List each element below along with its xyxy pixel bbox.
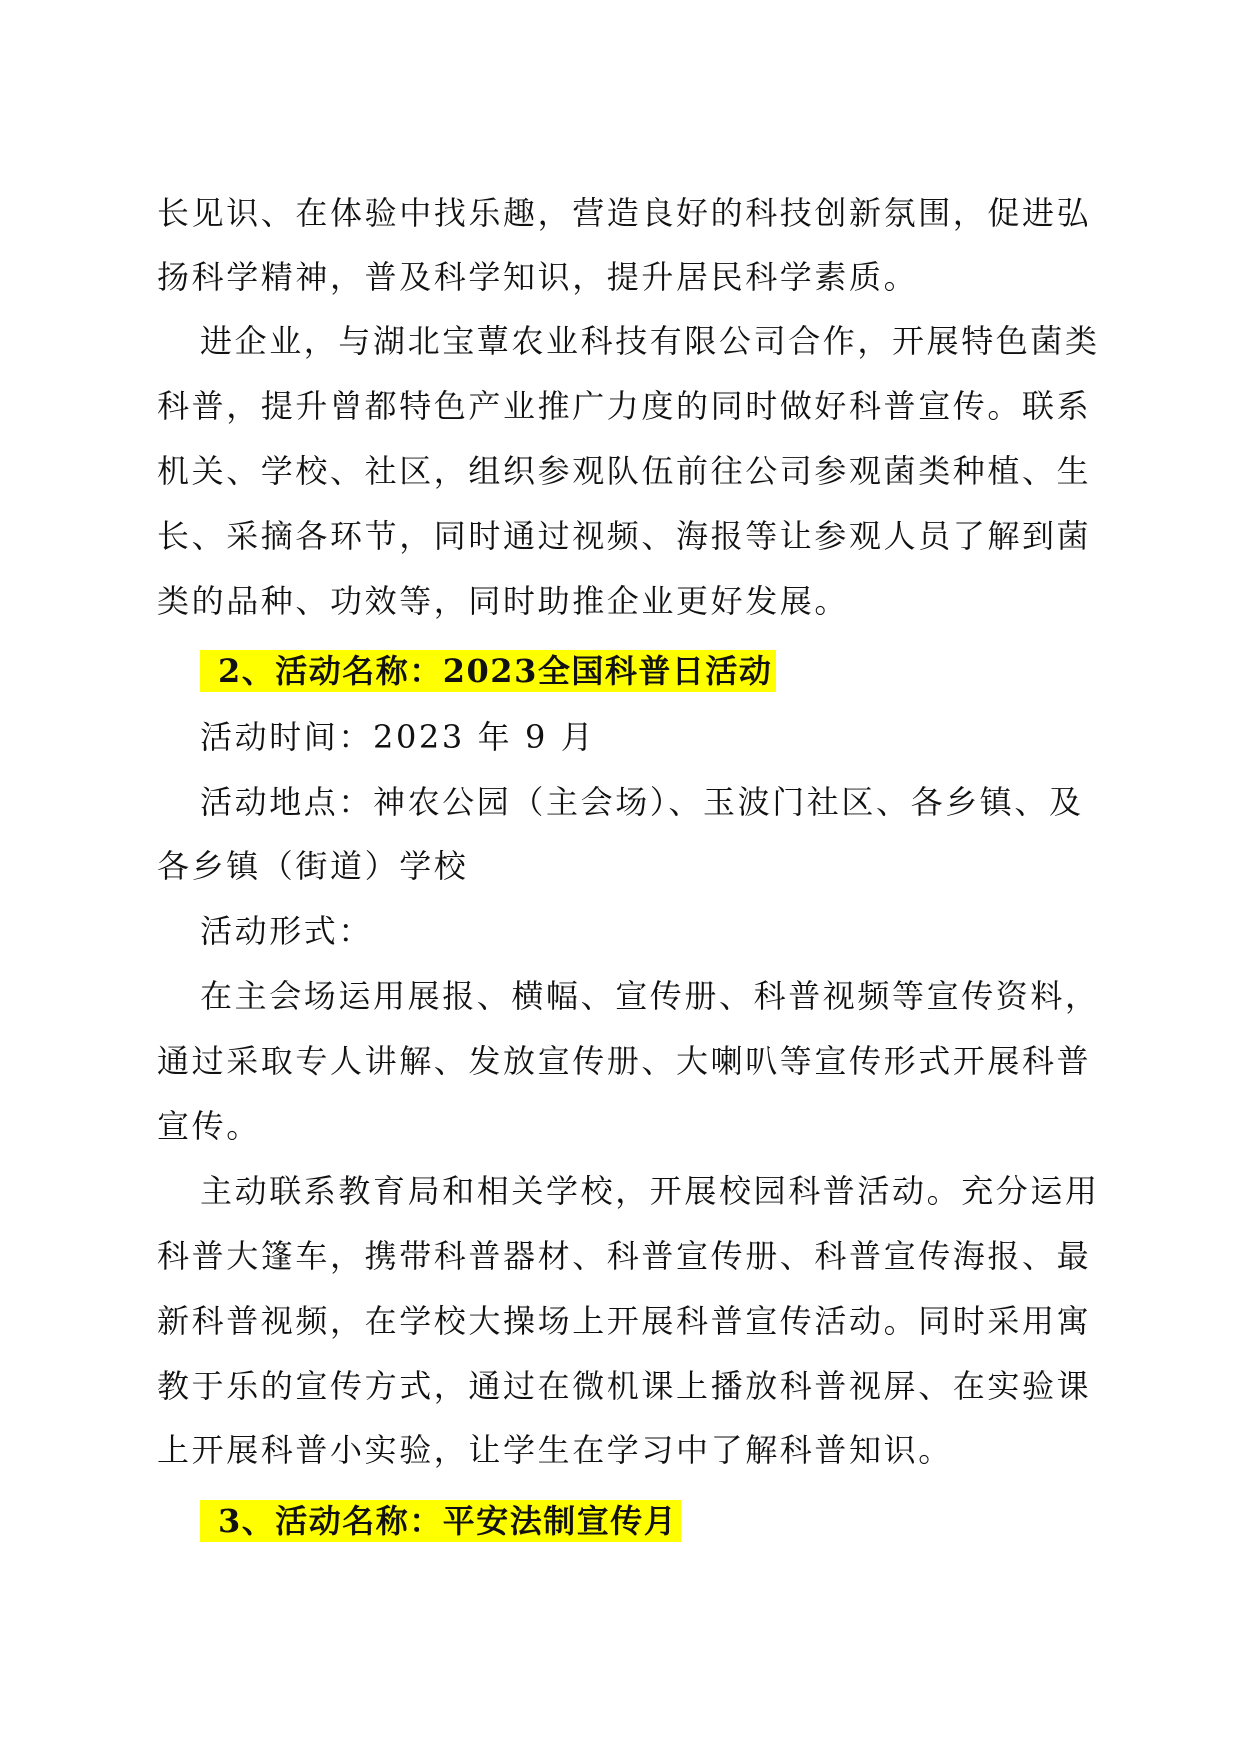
paragraph-line: 通过采取专人讲解、发放宣传册、大喇叭等宣传形式开展科普 <box>157 1042 1092 1080</box>
paragraph-line: 主动联系教育局和相关学校，开展校园科普活动。充分运用 <box>200 1172 1100 1210</box>
paragraph-line: 上开展科普小实验，让学生在学习中了解科普知识。 <box>157 1431 953 1469</box>
activity-place: 活动地点：神农公园（主会场）、玉波门社区、各乡镇、及 <box>200 783 1084 821</box>
paragraph-line: 教于乐的宣传方式，通过在微机课上播放科普视屏、在实验课 <box>157 1367 1092 1405</box>
section-heading-2 <box>200 648 776 694</box>
paragraph-line: 类的品种、功效等，同时助推企业更好发展。 <box>157 582 850 620</box>
highlighted-heading-text: 3、活动名称：平安法制宣传月 <box>200 1500 681 1542</box>
paragraph-line: 进企业，与湖北宝蕈农业科技有限公司合作，开展特色菌类 <box>200 322 1100 360</box>
paragraph-line: 新科普视频，在学校大操场上开展科普宣传活动。同时采用寓 <box>157 1302 1092 1340</box>
paragraph-line: 长、采摘各环节，同时通过视频、海报等让参观人员了解到菌 <box>157 517 1092 555</box>
paragraph-line: 宣传。 <box>157 1107 261 1145</box>
highlighted-heading-text: 2、活动名称：2023全国科普日活动 <box>200 650 776 692</box>
activity-form: 活动形式： <box>200 912 374 950</box>
paragraph-line: 在主会场运用展报、横幅、宣传册、科普视频等宣传资料， <box>200 977 1100 1015</box>
paragraph-line: 机关、学校、社区，组织参观队伍前往公司参观菌类种植、生 <box>157 452 1092 490</box>
paragraph-line: 科普，提升曾都特色产业推广力度的同时做好科普宣传。联系 <box>157 387 1092 425</box>
paragraph-line: 科普大篷车，携带科普器材、科普宣传册、科普宣传海报、最 <box>157 1237 1092 1275</box>
activity-time: 活动时间：2023 年 9 月 <box>200 718 596 756</box>
paragraph-line: 扬科学精神，普及科学知识，提升居民科学素质。 <box>157 258 919 296</box>
paragraph-line: 长见识、在体验中找乐趣，营造良好的科技创新氛围，促进弘 <box>157 194 1092 232</box>
activity-place-cont: 各乡镇（街道）学校 <box>157 847 469 885</box>
section-heading-3 <box>200 1498 681 1544</box>
